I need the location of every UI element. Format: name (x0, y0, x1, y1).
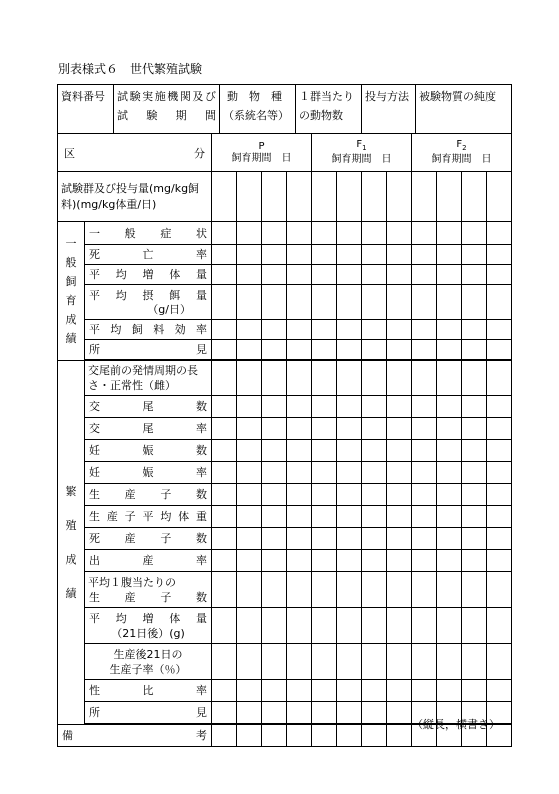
entry-cell (262, 245, 287, 265)
entry-cell (212, 572, 237, 608)
entry-cell (412, 320, 437, 340)
entry-cell (262, 462, 287, 484)
row-label: 妊 娠 数 (85, 440, 212, 462)
entry-cell (362, 418, 387, 440)
entry-cell (287, 320, 312, 340)
entry-cell (287, 572, 312, 608)
entry-cell (237, 462, 262, 484)
header-doc-number: 資料番号 (58, 85, 114, 134)
entry-cell (337, 285, 362, 320)
entry-cell (237, 506, 262, 528)
entry-cell (262, 572, 287, 608)
entry-cell (212, 680, 237, 702)
entry-cell (387, 528, 412, 550)
entry-cell (212, 725, 237, 747)
page-title: 別表様式６ 世代繁殖試験 (58, 62, 203, 76)
entry-cell (462, 265, 487, 285)
row-label: 平均飼料効率 (85, 320, 212, 340)
entry-cell (387, 440, 412, 462)
entry-cell (337, 550, 362, 572)
entry-cell (337, 572, 362, 608)
entry-cell (387, 361, 412, 396)
entry-cell (412, 265, 437, 285)
entry-cell (337, 222, 362, 245)
entry-cell (287, 462, 312, 484)
entry-cell (437, 462, 462, 484)
entry-cell (387, 462, 412, 484)
entry-cell (387, 396, 412, 418)
entry-cell (387, 608, 412, 644)
entry-cell (212, 462, 237, 484)
entry-cell (262, 680, 287, 702)
entry-cell (462, 680, 487, 702)
entry-cell (362, 265, 387, 285)
row-label: 死 産 子 数 (85, 528, 212, 550)
row-label: 交 尾 数 (85, 396, 212, 418)
entry-cell (312, 550, 337, 572)
row-label: 生産子平均体重 (85, 506, 212, 528)
entry-cell (212, 440, 237, 462)
entry-cell (237, 245, 262, 265)
entry-cell (462, 172, 487, 222)
row-label: 平 均 増 体 量 （21日後）(g) (85, 608, 212, 644)
entry-cell (262, 528, 287, 550)
entry-cell (362, 320, 387, 340)
entry-cell (312, 172, 337, 222)
row-label: 性 比 率 (85, 680, 212, 702)
entry-cell (337, 484, 362, 506)
row-label: 交尾前の発情周期の長さ・正常性（雌） (85, 361, 212, 396)
entry-cell (387, 506, 412, 528)
entry-cell (287, 484, 312, 506)
entry-cell (262, 506, 287, 528)
entry-cell (412, 172, 437, 222)
entry-cell (462, 528, 487, 550)
entry-cell (262, 285, 287, 320)
entry-cell (387, 222, 412, 245)
entry-cell (362, 462, 387, 484)
entry-cell (487, 484, 512, 506)
entry-cell (412, 285, 437, 320)
entry-cell (362, 680, 387, 702)
entry-cell (262, 320, 287, 340)
row-label: 所 見 (85, 340, 212, 360)
entry-cell (212, 418, 237, 440)
entry-cell (212, 320, 237, 340)
dose-row (58, 172, 512, 222)
entry-cell (262, 550, 287, 572)
entry-cell (362, 396, 387, 418)
entry-cell (287, 725, 312, 747)
entry-cell (312, 222, 337, 245)
entry-cell (412, 245, 437, 265)
entry-cell (287, 245, 312, 265)
entry-cell (487, 572, 512, 608)
row-label: 一 般 症 状 (85, 222, 212, 245)
entry-cell (487, 680, 512, 702)
entry-cell (212, 172, 237, 222)
entry-cell (387, 265, 412, 285)
row-label: 妊 娠 率 (85, 462, 212, 484)
entry-cell (462, 320, 487, 340)
entry-cell (412, 644, 437, 680)
entry-cell (237, 172, 262, 222)
entry-cell (462, 396, 487, 418)
row-label: 死 亡 率 (85, 245, 212, 265)
entry-cell (387, 418, 412, 440)
entry-cell (387, 245, 412, 265)
entry-cell (362, 608, 387, 644)
entry-cell (362, 245, 387, 265)
entry-cell (212, 506, 237, 528)
entry-cell (287, 440, 312, 462)
entry-cell (362, 172, 387, 222)
entry-cell (287, 172, 312, 222)
entry-cell (237, 572, 262, 608)
entry-cell (237, 396, 262, 418)
entry-cell (487, 550, 512, 572)
entry-cell (437, 320, 462, 340)
entry-cell (287, 644, 312, 680)
entry-cell (312, 418, 337, 440)
entry-cell (237, 550, 262, 572)
entry-cell (412, 572, 437, 608)
entry-cell (262, 702, 287, 724)
entry-cell (462, 550, 487, 572)
row-label: 所 見 (85, 702, 212, 724)
entry-cell (487, 396, 512, 418)
row-label: 生産後21日の 生産子率（％） (85, 644, 212, 680)
entry-cell (312, 320, 337, 340)
entry-cell (362, 702, 387, 724)
entry-cell (312, 506, 337, 528)
entry-cell (262, 222, 287, 245)
main-table (57, 133, 512, 747)
section-breeding: 繁殖成績 (58, 361, 85, 725)
entry-cell (387, 680, 412, 702)
entry-cell (237, 440, 262, 462)
entry-cell (337, 265, 362, 285)
remarks-label: 備 考 (58, 725, 212, 747)
entry-cell (312, 265, 337, 285)
entry-cell (212, 265, 237, 285)
entry-cell (387, 702, 412, 724)
entry-cell (462, 245, 487, 265)
entry-cell (312, 484, 337, 506)
entry-cell (387, 340, 412, 360)
entry-cell (212, 222, 237, 245)
entry-cell (237, 285, 262, 320)
entry-cell (237, 528, 262, 550)
entry-cell (237, 340, 262, 360)
entry-cell (437, 172, 462, 222)
entry-cell (387, 320, 412, 340)
entry-cell (312, 340, 337, 360)
group-header-row (58, 134, 512, 172)
entry-cell (387, 725, 412, 747)
header-purity: 被験物質の純度 (416, 85, 512, 134)
entry-cell (437, 440, 462, 462)
entry-cell (487, 462, 512, 484)
entry-cell (437, 222, 462, 245)
entry-cell (212, 644, 237, 680)
row-label: 平 均 増 体 量 (85, 265, 212, 285)
entry-cell (462, 608, 487, 644)
entry-cell (437, 608, 462, 644)
entry-cell (387, 484, 412, 506)
entry-cell (312, 440, 337, 462)
row-label: 交 尾 率 (85, 418, 212, 440)
entry-cell (437, 484, 462, 506)
entry-cell (337, 340, 362, 360)
entry-cell (287, 702, 312, 724)
entry-cell (287, 222, 312, 245)
entry-cell (287, 680, 312, 702)
entry-cell (437, 550, 462, 572)
entry-cell (312, 396, 337, 418)
entry-cell (362, 725, 387, 747)
entry-cell (237, 361, 262, 396)
entry-cell (362, 440, 387, 462)
header-method: 投与方法 (362, 85, 416, 134)
row-label: 生 産 子 数 (85, 484, 212, 506)
entry-cell (362, 285, 387, 320)
entry-cell (337, 396, 362, 418)
entry-cell (212, 396, 237, 418)
entry-cell (487, 440, 512, 462)
entry-cell (412, 680, 437, 702)
group-f2: $F_2$ 飼育期間 日 (412, 134, 512, 172)
entry-cell (462, 506, 487, 528)
entry-cell (412, 608, 437, 644)
entry-cell (462, 340, 487, 360)
header-table (57, 84, 512, 134)
entry-cell (312, 572, 337, 608)
entry-cell (487, 608, 512, 644)
entry-cell (462, 440, 487, 462)
entry-cell (212, 245, 237, 265)
entry-cell (312, 245, 337, 265)
entry-cell (262, 608, 287, 644)
entry-cell (287, 361, 312, 396)
entry-cell (462, 222, 487, 245)
header-animal-count: １群当たり の動物数 (296, 85, 362, 134)
entry-cell (287, 340, 312, 360)
entry-cell (362, 222, 387, 245)
entry-cell (412, 550, 437, 572)
group-f1: $F_1$ 飼育期間 日 (312, 134, 412, 172)
entry-cell (412, 528, 437, 550)
entry-cell (462, 361, 487, 396)
entry-cell (312, 702, 337, 724)
entry-cell (337, 440, 362, 462)
entry-cell (362, 340, 387, 360)
group-p: P 飼育期間 日 (212, 134, 312, 172)
entry-cell (362, 550, 387, 572)
entry-cell (437, 340, 462, 360)
entry-cell (412, 484, 437, 506)
entry-cell (487, 528, 512, 550)
entry-cell (312, 361, 337, 396)
row-label: 平 均 摂 餌 量 （g/日） (85, 285, 212, 320)
dose-label: 試験群及び投与量(mg/kg飼料)(mg/kg体重/日) (58, 172, 212, 222)
entry-cell (262, 172, 287, 222)
entry-cell (487, 265, 512, 285)
entry-cell (337, 172, 362, 222)
entry-cell (437, 680, 462, 702)
entry-cell (487, 222, 512, 245)
entry-cell (337, 608, 362, 644)
entry-cell (412, 222, 437, 245)
entry-cell (262, 265, 287, 285)
header-institution: 試験実施機関及び 試 験 期 間 (114, 85, 220, 134)
entry-cell (462, 418, 487, 440)
entry-cell (212, 702, 237, 724)
entry-cell (437, 572, 462, 608)
entry-cell (437, 418, 462, 440)
entry-cell (487, 172, 512, 222)
entry-cell (487, 245, 512, 265)
entry-cell (437, 285, 462, 320)
entry-cell (387, 285, 412, 320)
entry-cell (387, 644, 412, 680)
entry-cell (212, 528, 237, 550)
entry-cell (312, 528, 337, 550)
entry-cell (287, 506, 312, 528)
entry-cell (287, 608, 312, 644)
entry-cell (337, 528, 362, 550)
entry-cell (412, 361, 437, 396)
entry-cell (237, 484, 262, 506)
entry-cell (237, 608, 262, 644)
entry-cell (337, 361, 362, 396)
entry-cell (312, 285, 337, 320)
entry-cell (362, 506, 387, 528)
entry-cell (412, 418, 437, 440)
entry-cell (237, 418, 262, 440)
entry-cell (437, 506, 462, 528)
entry-cell (437, 644, 462, 680)
entry-cell (487, 340, 512, 360)
entry-cell (312, 462, 337, 484)
entry-cell (262, 644, 287, 680)
entry-cell (262, 440, 287, 462)
entry-cell (337, 418, 362, 440)
entry-cell (262, 418, 287, 440)
entry-cell (362, 644, 387, 680)
entry-cell (287, 418, 312, 440)
footnote: （縦長，横書き） (412, 718, 500, 731)
entry-cell (487, 644, 512, 680)
entry-cell (312, 725, 337, 747)
entry-cell (237, 725, 262, 747)
entry-cell (237, 680, 262, 702)
entry-cell (262, 340, 287, 360)
entry-cell (237, 320, 262, 340)
entry-cell (212, 361, 237, 396)
entry-cell (437, 245, 462, 265)
entry-cell (237, 644, 262, 680)
entry-cell (462, 484, 487, 506)
entry-cell (412, 396, 437, 418)
entry-cell (362, 572, 387, 608)
entry-cell (437, 265, 462, 285)
entry-cell (362, 361, 387, 396)
entry-cell (387, 550, 412, 572)
entry-cell (437, 528, 462, 550)
entry-cell (387, 172, 412, 222)
entry-cell (337, 320, 362, 340)
entry-cell (462, 462, 487, 484)
entry-cell (262, 396, 287, 418)
entry-cell (337, 702, 362, 724)
entry-cell (412, 440, 437, 462)
entry-cell (287, 265, 312, 285)
entry-cell (337, 725, 362, 747)
entry-cell (312, 680, 337, 702)
entry-cell (412, 340, 437, 360)
row-label: 出 産 率 (85, 550, 212, 572)
entry-cell (262, 361, 287, 396)
entry-cell (487, 361, 512, 396)
entry-cell (487, 285, 512, 320)
entry-cell (337, 680, 362, 702)
entry-cell (337, 245, 362, 265)
entry-cell (412, 506, 437, 528)
entry-cell (487, 506, 512, 528)
entry-cell (262, 484, 287, 506)
entry-cell (212, 340, 237, 360)
entry-cell (287, 396, 312, 418)
entry-cell (262, 725, 287, 747)
header-species: 動 物 種 （系統名等） (220, 85, 296, 134)
entry-cell (462, 572, 487, 608)
entry-cell (287, 528, 312, 550)
entry-cell (287, 550, 312, 572)
entry-cell (237, 265, 262, 285)
entry-cell (287, 285, 312, 320)
entry-cell (337, 462, 362, 484)
entry-cell (212, 285, 237, 320)
entry-cell (437, 396, 462, 418)
entry-cell (337, 506, 362, 528)
entry-cell (487, 418, 512, 440)
entry-cell (312, 644, 337, 680)
entry-cell (462, 285, 487, 320)
section-general: 一般飼育成績 (58, 222, 85, 361)
entry-cell (312, 608, 337, 644)
entry-cell (487, 320, 512, 340)
entry-cell (212, 550, 237, 572)
entry-cell (362, 528, 387, 550)
entry-cell (412, 462, 437, 484)
entry-cell (362, 484, 387, 506)
entry-cell (387, 572, 412, 608)
entry-cell (337, 644, 362, 680)
row-label: 平均１腹当たりの 生 産 子 数 (85, 572, 212, 608)
entry-cell (462, 644, 487, 680)
entry-cell (437, 361, 462, 396)
kubun-cell: 区 分 (58, 134, 212, 172)
entry-cell (237, 702, 262, 724)
entry-cell (237, 222, 262, 245)
entry-cell (212, 484, 237, 506)
entry-cell (212, 608, 237, 644)
